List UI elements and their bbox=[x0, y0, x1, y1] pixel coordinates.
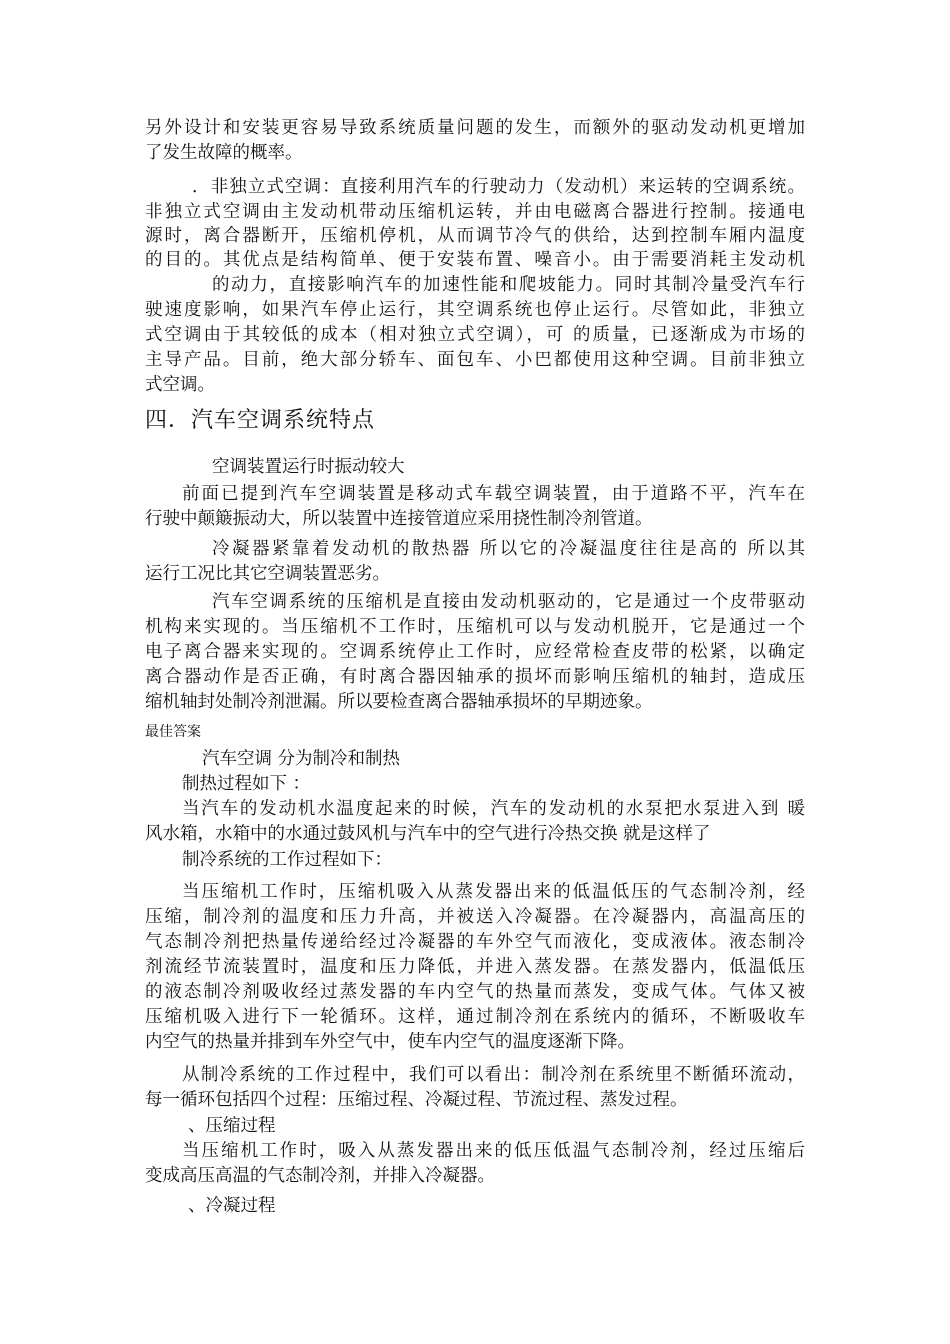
text-line: 当压缩机工作时，吸入从蒸发器出来的低压低温气态制冷剂，经过压缩后 bbox=[182, 1141, 805, 1161]
text-line: 压缩机吸入进行下一轮循环。这样，通过制冷剂在系统内的循环，不断吸收车 bbox=[145, 1007, 805, 1027]
text-line: 机构来实现的。当压缩机不工作时，压缩机可以与发动机脱开，它是通过一个 bbox=[145, 617, 805, 637]
text-line: 源时，离合器断开，压缩机停机，从而调节冷气的供给，达到控制车厢内温度 bbox=[145, 226, 805, 246]
text-line: 压缩，制冷剂的温度和压力升高，并被送入冷凝器。在冷凝器内，高温高压的 bbox=[145, 907, 805, 927]
text-line: 当压缩机工作时，压缩机吸入从蒸发器出来的低温低压的气态制冷剂，经 bbox=[182, 882, 805, 902]
text-line: 的动力，直接影响汽车的加速性能和爬坡能力。同时其制冷量受汽车行 bbox=[212, 275, 805, 295]
text-line: 内空气的热量并排到车外空气中，使车内空气的温度逐渐下降。 bbox=[145, 1032, 635, 1052]
text-line: 电子离合器来实现的。空调系统停止工作时，应经常检查皮带的松紧，以确定 bbox=[145, 642, 805, 662]
text-line: ．非独立式空调：直接利用汽车的行驶动力（发动机）来运转的空调系统。 bbox=[192, 177, 805, 197]
text-line: 制热过程如下 ： bbox=[182, 774, 311, 794]
text-line: 每一循环包括四个过程：压缩过程、冷凝过程、节流过程、蒸发过程。 bbox=[145, 1090, 688, 1110]
text-line: 另外设计和安装更容易导致系统质量问题的发生，而额外的驱动发动机更增加 bbox=[145, 118, 805, 138]
text-line: 离合器动作是否正确，有时离合器因轴承的损坏而影响压缩机的轴封，造成压 bbox=[145, 667, 805, 687]
text-line: 汽车空调系统的压缩机是直接由发动机驱动的，它是通过一个皮带驱动 bbox=[212, 592, 805, 612]
text-line: 缩机轴封处制冷剂泄漏。所以要检查离合器轴承损坏的早期迹象。 bbox=[145, 692, 653, 712]
answer-label: 最佳答案 bbox=[145, 724, 201, 740]
text-line: 非独立式空调由主发动机带动压缩机运转，并由电磁离合器进行控制。接通电 bbox=[145, 202, 805, 222]
text-line: 剂流经节流装置时，温度和压力降低，并进入蒸发器。在蒸发器内，低温低压 bbox=[145, 957, 805, 977]
text-line: 制冷系统的工作过程如下： bbox=[182, 850, 392, 870]
text-line: 式空调。 bbox=[145, 375, 215, 395]
text-line: 冷凝器紧靠着发动机的散热器 所以它的冷凝温度往往是高的 所以其 bbox=[212, 539, 805, 559]
text-line: 驶速度影响，如果汽车停止运行，其空调系统也停止运行。尽管如此，非独立 bbox=[145, 300, 805, 320]
text-line: 汽车空调 分为制冷和制热 bbox=[202, 749, 401, 769]
text-line: 式空调由于其较低的成本（相对独立式空调），可 的质量，已逐渐成为市场的 bbox=[145, 325, 805, 345]
text-line: 运行工况比其它空调装置恶劣。 bbox=[145, 564, 390, 584]
text-line: 、冷凝过程 bbox=[188, 1196, 276, 1216]
text-line: 变成高压高温的气态制冷剂，并排入冷凝器。 bbox=[145, 1166, 495, 1186]
text-line: 的液态制冷剂吸收经过蒸发器的车内空气的热量而蒸发，变成气体。气体又被 bbox=[145, 982, 805, 1002]
text-line: 前面已提到汽车空调装置是移动式车载空调装置，由于道路不平，汽车在 bbox=[182, 484, 805, 504]
section-heading: 四．汽车空调系统特点 bbox=[145, 408, 376, 433]
text-line: 空调装置运行时振动较大 bbox=[212, 457, 405, 477]
text-line: 从制冷系统的工作过程中，我们可以看出：制冷剂在系统里不断循环流动， bbox=[182, 1065, 805, 1085]
text-line: 主导产品。目前，绝大部分轿车、面包车、小巴都使用这种空调。目前非独立 bbox=[145, 350, 805, 370]
text-line: 行驶中颠簸振动大，所以装置中连接管道应采用挠性制冷剂管道。 bbox=[145, 509, 653, 529]
text-line: 气态制冷剂把热量传递给经过冷凝器的车外空气而液化，变成液体。液态制冷 bbox=[145, 932, 805, 952]
text-line: 了发生故障的概率。 bbox=[145, 143, 303, 163]
text-line: 、压缩过程 bbox=[188, 1116, 276, 1136]
text-line: 当汽车的发动机水温度起来的时候，汽车的发动机的水泵把水泵进入到 暖 bbox=[182, 799, 805, 819]
text-line: 的目的。其优点是结构简单、便于安装布置、噪音小。由于需要消耗主发动机 bbox=[145, 250, 805, 270]
text-line: 风水箱，水箱中的水通过鼓风机与汽车中的空气进行冷热交换 就是这样了 bbox=[145, 824, 711, 844]
